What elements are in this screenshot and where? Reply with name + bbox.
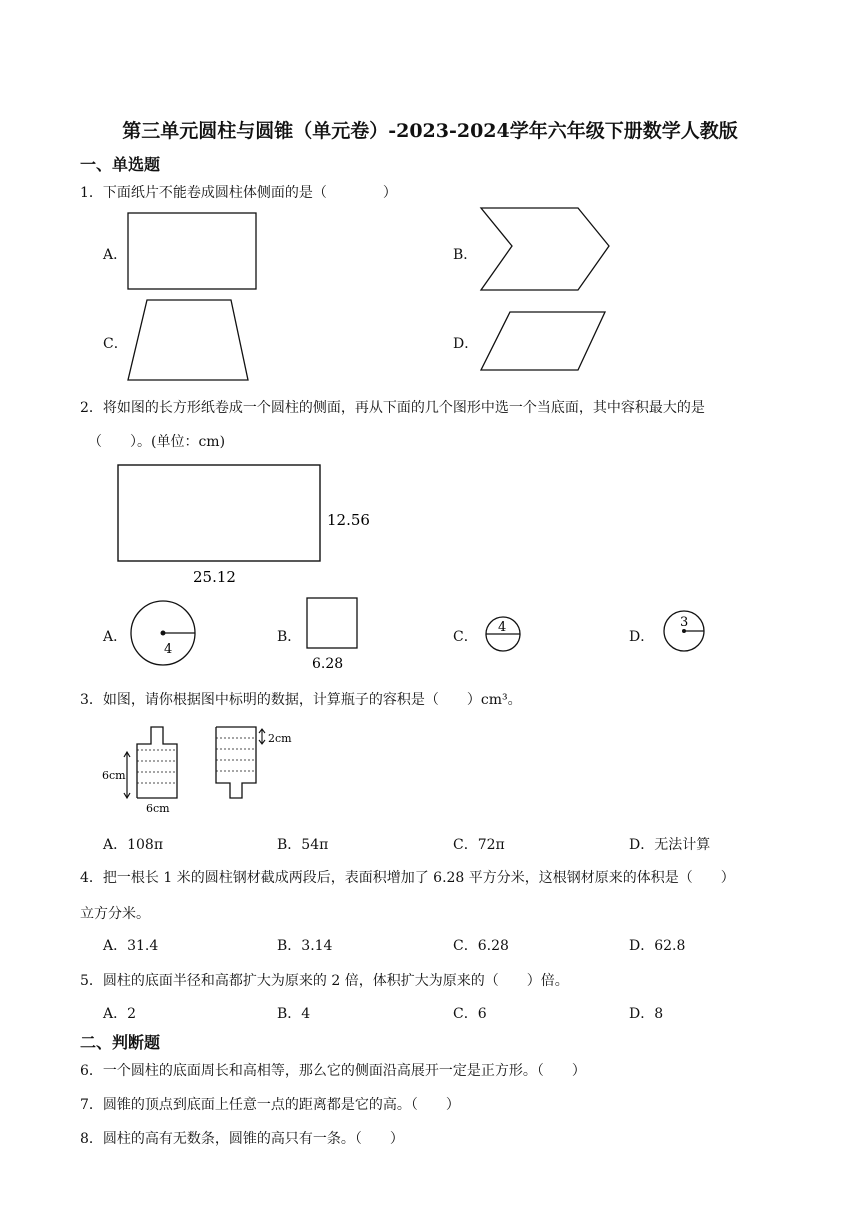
q3-bottle-inverted [216, 727, 265, 798]
q2-square-b [307, 598, 357, 648]
q2-option-d[interactable]: D． [629, 629, 655, 645]
question-4: 4．把一根长 1 米的圆柱钢材截成两段后，表面积增加了 6.28 平方分米，这根钢材原来的体积是（ ） [80, 870, 735, 886]
q2-option-b[interactable]: B． [277, 629, 302, 645]
section-heading: 一、单选题 [80, 155, 161, 174]
q3-width-label: 6cm [146, 802, 170, 815]
question-5: 5．圆柱的底面半径和高都扩大为原来的 2 倍，体积扩大为原来的（ ）倍。 [80, 973, 569, 989]
q3-option-a[interactable]: A．108π [103, 837, 164, 853]
q3-option-b[interactable]: B．54π [277, 837, 329, 853]
q4-option-d[interactable]: D．62.8 [629, 938, 686, 954]
question-2-cont: （ ）。(单位：cm) [88, 434, 226, 450]
q3-option-c[interactable]: C．72π [453, 837, 505, 853]
question-8: 8．圆柱的高有无数条，圆锥的高只有一条。（ ） [80, 1131, 404, 1147]
q2-option-a[interactable]: A． [103, 629, 128, 645]
q2-b-side-label: 6.28 [312, 656, 344, 672]
q3-bottle-upright [124, 727, 177, 798]
q2-c-diameter-label: 4 [498, 620, 507, 635]
question-2: 2．将如图的长方形纸卷成一个圆柱的侧面，再从下面的几个图形中选一个当底面，其中容积最大的是 [80, 400, 705, 416]
page-title: 第三单元圆柱与圆锥（单元卷）-2023-2024学年六年级下册数学人教版 [122, 120, 738, 142]
q1-chevron-shape [481, 208, 609, 290]
q2-width-label: 25.12 [193, 568, 236, 586]
q5-option-d[interactable]: D．8 [629, 1006, 664, 1022]
q2-paper-rectangle [118, 465, 320, 561]
q1-option-d[interactable]: D． [453, 336, 479, 352]
q2-height-label: 12.56 [327, 511, 370, 529]
q3-option-d[interactable]: D．无法计算 [629, 837, 711, 853]
q4-option-c[interactable]: C．6.28 [453, 938, 509, 954]
q1-option-b[interactable]: B． [453, 247, 478, 263]
question-3: 3．如图，请你根据图中标明的数据，计算瓶子的容积是（ ）cm³。 [80, 692, 522, 708]
q5-option-b[interactable]: B．4 [277, 1006, 311, 1022]
q1-rectangle-shape [128, 213, 256, 289]
q2-option-c[interactable]: C． [453, 629, 478, 645]
q1-parallelogram-shape [481, 312, 605, 370]
q5-option-c[interactable]: C．6 [453, 1006, 487, 1022]
q2-d-radius-label: 3 [680, 615, 689, 630]
q2-a-radius-label: 4 [164, 642, 173, 657]
question-7: 7．圆锥的顶点到底面上任意一点的距离都是它的高。（ ） [80, 1097, 460, 1113]
q3-air-label: 2cm [268, 732, 292, 745]
q3-height-label: 6cm [102, 769, 126, 782]
question-6: 6．一个圆柱的底面周长和高相等，那么它的侧面沿高展开一定是正方形。（ ） [80, 1063, 586, 1079]
q4-option-b[interactable]: B．3.14 [277, 938, 333, 954]
q1-option-c[interactable]: C． [103, 336, 128, 352]
question-4-cont: 立方分米。 [80, 906, 150, 922]
q1-trapezoid-shape [128, 300, 248, 380]
q4-option-a[interactable]: A．31.4 [103, 938, 159, 954]
question-1: 1．下面纸片不能卷成圆柱体侧面的是（ ） [80, 185, 397, 201]
q5-option-a[interactable]: A．2 [103, 1006, 137, 1022]
q1-option-a[interactable]: A． [103, 247, 128, 263]
section-heading: 二、判断题 [80, 1033, 161, 1052]
